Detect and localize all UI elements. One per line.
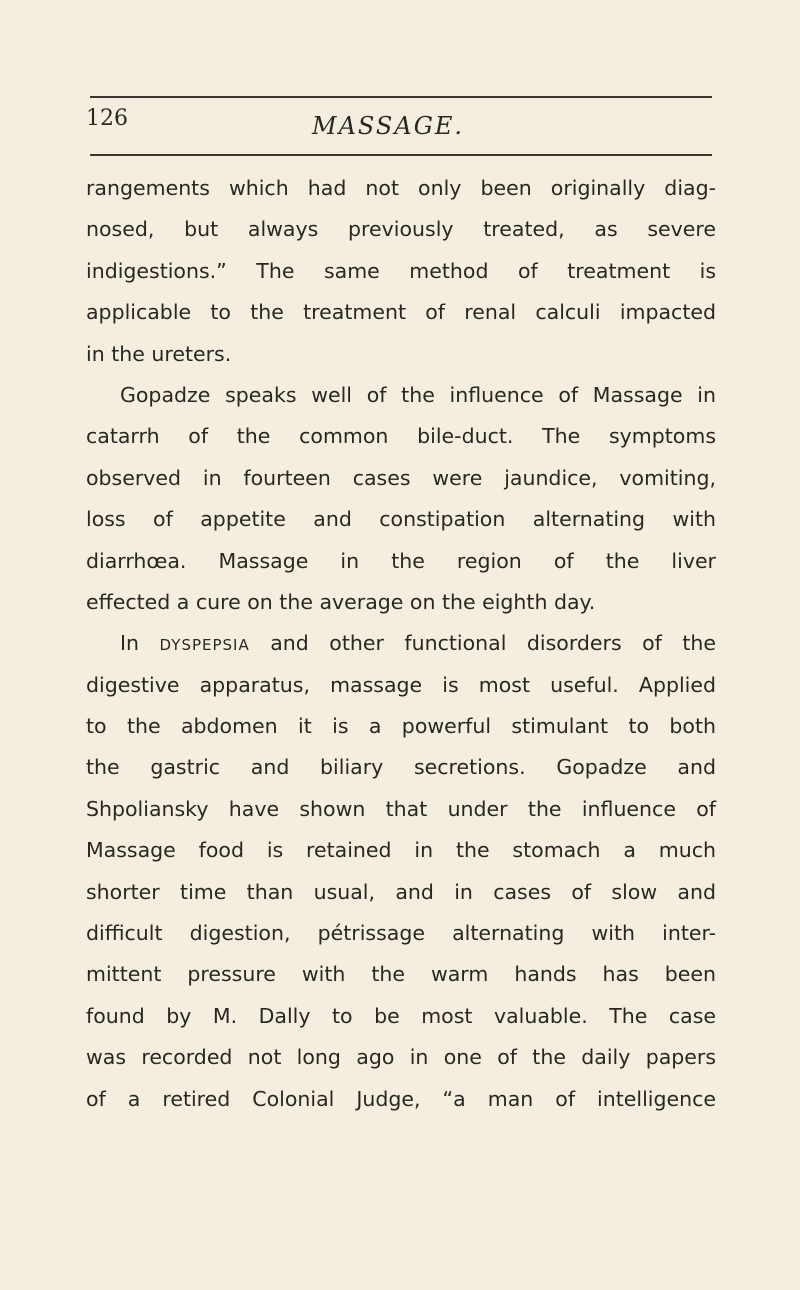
text-line: in the ureters. [86, 341, 232, 366]
text-line: loss of appetite and constipation alternating with [86, 507, 716, 532]
text-line: rangements which had not only been originally diag- [86, 176, 716, 200]
text-line: found by M. Dally to be most valuable. The case [86, 1003, 716, 1028]
smallcaps-term: DYSPEPSIA [159, 636, 250, 655]
text-line: diarrhœa. Massage in the region of the liver [86, 548, 716, 573]
text-line: difficult digestion, pétrissage alternating with inter- [86, 921, 716, 946]
text-line: mittent pressure with the warm hands has been [86, 962, 716, 987]
text-line: of a retired Colonial Judge, “a man of intelligence [86, 1086, 716, 1111]
header-rule-bottom [90, 154, 712, 156]
text-line: effected a cure on the average on the eighth day. [86, 589, 596, 614]
text-line: Massage food is retained in the stomach a much [86, 838, 716, 863]
text-line: nosed, but always previously treated, as severe [86, 217, 716, 242]
text-line: the gastric and biliary secretions. Gopadze and [86, 755, 716, 780]
text-line: indigestions.” The same method of treatment is [86, 258, 716, 283]
running-head: MASSAGE. [312, 112, 465, 140]
text-line: to the abdomen it is a powerful stimulant to both [86, 714, 716, 739]
body-text [86, 168, 716, 1120]
line-prefix: In [120, 631, 140, 656]
text-line: shorter time than usual, and in cases of slow and [86, 879, 716, 904]
text-line-dyspepsia [86, 623, 716, 664]
text-line: catarrh of the common bile-duct. The symptoms [86, 424, 716, 449]
text-line: Shpoliansky have shown that under the influence of [86, 796, 716, 821]
text-line: Gopadze speaks well of the influence of Massage in [120, 382, 716, 407]
header-rule-top [90, 96, 712, 98]
text-line: applicable to the treatment of renal calculi impacted [86, 300, 716, 325]
text-line: was recorded not long ago in one of the daily papers [86, 1045, 716, 1070]
text-line: digestive apparatus, massage is most useful. Applied [86, 672, 716, 697]
page-number: 126 [86, 106, 128, 131]
text-line: observed in fourteen cases were jaundice, vomiting, [86, 465, 716, 490]
line-rest: and other functional disorders of the [270, 631, 716, 656]
